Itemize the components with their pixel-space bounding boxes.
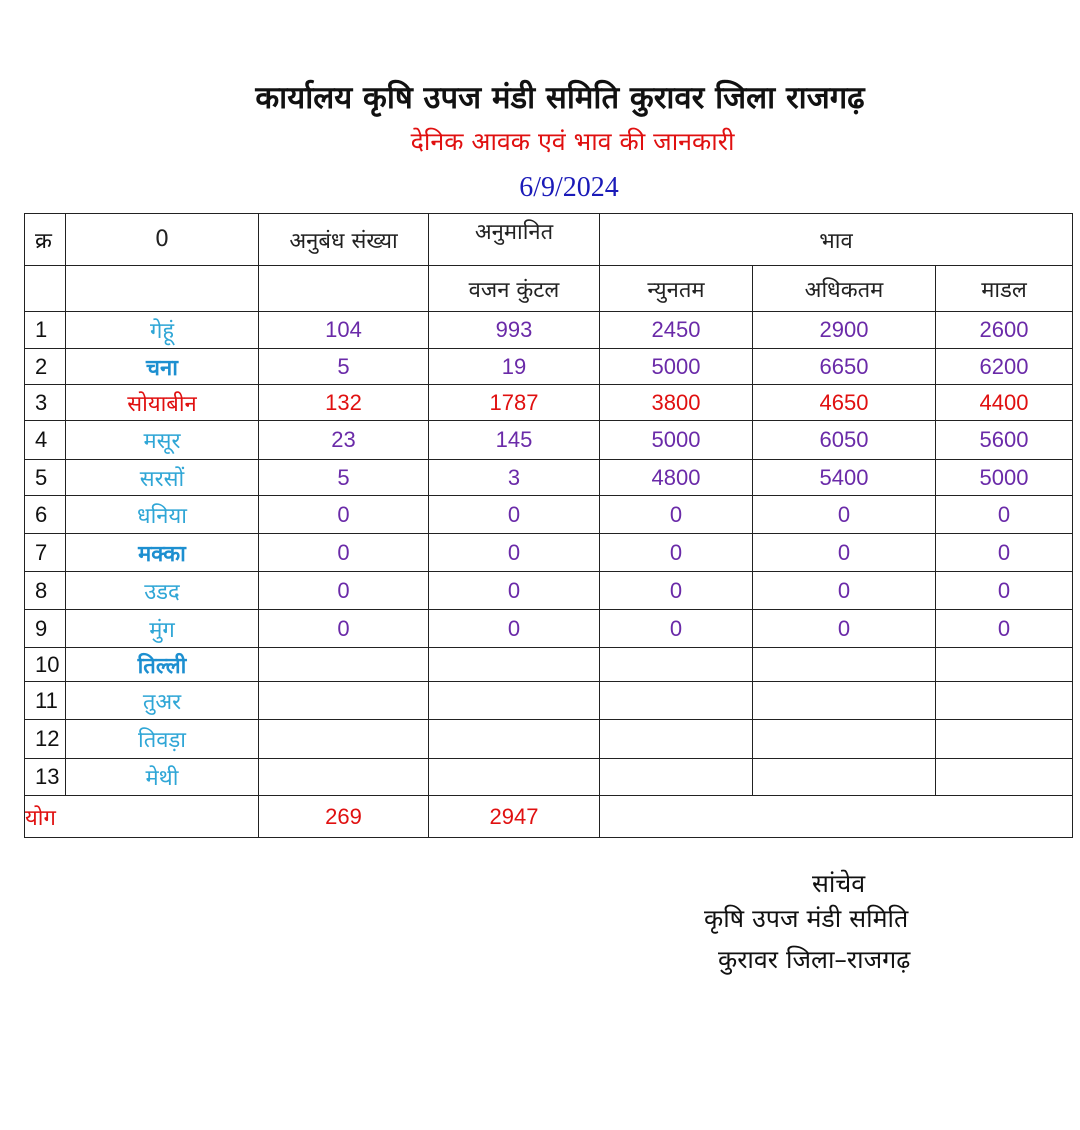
row-model bbox=[936, 648, 1073, 682]
row-weight: 993 bbox=[429, 312, 600, 349]
header-crop: 0 bbox=[66, 214, 259, 266]
row-serial: 2 bbox=[25, 349, 66, 385]
header-max: अधिकतम bbox=[753, 266, 936, 312]
table-row bbox=[25, 312, 1073, 349]
row-crop-name: चना bbox=[66, 349, 259, 385]
row-model bbox=[936, 720, 1073, 759]
row-weight: 19 bbox=[429, 349, 600, 385]
row-max: 0 bbox=[753, 572, 936, 610]
header-row-1 bbox=[25, 214, 1073, 266]
row-contracts bbox=[259, 759, 429, 796]
row-crop-name: तुअर bbox=[66, 682, 259, 720]
header-price: भाव bbox=[600, 214, 1073, 266]
row-min: 5000 bbox=[600, 421, 753, 460]
row-model bbox=[936, 682, 1073, 720]
row-model: 4400 bbox=[936, 385, 1073, 421]
row-contracts: 0 bbox=[259, 534, 429, 572]
row-weight: 145 bbox=[429, 421, 600, 460]
table-row bbox=[25, 720, 1073, 759]
table-row bbox=[25, 460, 1073, 496]
row-model: 0 bbox=[936, 496, 1073, 534]
row-serial: 11 bbox=[25, 682, 66, 720]
total-blank-cell bbox=[600, 796, 1073, 838]
row-max: 0 bbox=[753, 496, 936, 534]
row-weight: 0 bbox=[429, 572, 600, 610]
row-weight bbox=[429, 682, 600, 720]
row-min: 0 bbox=[600, 534, 753, 572]
row-max bbox=[753, 759, 936, 796]
row-crop-name: मेथी bbox=[66, 759, 259, 796]
row-contracts: 0 bbox=[259, 572, 429, 610]
table-row bbox=[25, 496, 1073, 534]
header-blank-cell bbox=[259, 266, 429, 312]
row-min bbox=[600, 759, 753, 796]
row-crop-name: मसूर bbox=[66, 421, 259, 460]
row-min: 0 bbox=[600, 610, 753, 648]
row-crop-name: गेहूं bbox=[66, 312, 259, 349]
row-contracts bbox=[259, 720, 429, 759]
table-row bbox=[25, 572, 1073, 610]
row-serial: 12 bbox=[25, 720, 66, 759]
table-row bbox=[25, 349, 1073, 385]
row-min: 4800 bbox=[600, 460, 753, 496]
row-contracts: 5 bbox=[259, 460, 429, 496]
total-contracts: 269 bbox=[259, 796, 429, 838]
header-estimated-bottom: वजन कुंटल bbox=[429, 266, 600, 312]
header-min: न्युनतम bbox=[600, 266, 753, 312]
row-weight bbox=[429, 720, 600, 759]
row-serial: 10 bbox=[25, 648, 66, 682]
row-contracts: 0 bbox=[259, 610, 429, 648]
row-max: 2900 bbox=[753, 312, 936, 349]
row-serial: 5 bbox=[25, 460, 66, 496]
row-serial: 1 bbox=[25, 312, 66, 349]
row-model: 6200 bbox=[936, 349, 1073, 385]
row-contracts: 132 bbox=[259, 385, 429, 421]
row-contracts: 23 bbox=[259, 421, 429, 460]
row-model bbox=[936, 759, 1073, 796]
row-serial: 6 bbox=[25, 496, 66, 534]
row-max bbox=[753, 648, 936, 682]
row-crop-name: तिवड़ा bbox=[66, 720, 259, 759]
page-subtitle: देनिक आवक एवं भाव की जानकारी bbox=[410, 127, 735, 156]
page-title: कार्यालय कृषि उपज मंडी समिति कुरावर जिला राजगढ़ bbox=[255, 80, 865, 116]
row-weight: 0 bbox=[429, 496, 600, 534]
header-contracts: अनुबंध संख्या bbox=[259, 214, 429, 266]
row-model: 0 bbox=[936, 534, 1073, 572]
row-max: 4650 bbox=[753, 385, 936, 421]
table-row bbox=[25, 534, 1073, 572]
header-estimated-top: अनुमानित bbox=[429, 214, 600, 266]
row-model: 2600 bbox=[936, 312, 1073, 349]
row-crop-name: मुंग bbox=[66, 610, 259, 648]
table-row bbox=[25, 682, 1073, 720]
row-serial: 7 bbox=[25, 534, 66, 572]
header-model: माडल bbox=[936, 266, 1073, 312]
table-row bbox=[25, 385, 1073, 421]
row-min: 0 bbox=[600, 572, 753, 610]
table-row bbox=[25, 610, 1073, 648]
row-max bbox=[753, 682, 936, 720]
row-min bbox=[600, 720, 753, 759]
row-max: 0 bbox=[753, 534, 936, 572]
row-min bbox=[600, 682, 753, 720]
arrival-price-table bbox=[24, 213, 1073, 838]
row-contracts: 0 bbox=[259, 496, 429, 534]
header-row-2 bbox=[25, 266, 1073, 312]
row-model: 0 bbox=[936, 610, 1073, 648]
signature-title: सांचेव bbox=[812, 869, 866, 898]
header-blank-cell bbox=[25, 266, 66, 312]
row-max: 6050 bbox=[753, 421, 936, 460]
total-weight: 2947 bbox=[429, 796, 600, 838]
row-crop-name: सरसों bbox=[66, 460, 259, 496]
table-row bbox=[25, 759, 1073, 796]
row-contracts bbox=[259, 648, 429, 682]
row-crop-name: धनिया bbox=[66, 496, 259, 534]
total-row bbox=[25, 796, 1073, 838]
header-blank-cell bbox=[66, 266, 259, 312]
total-label: योग bbox=[25, 796, 259, 838]
row-crop-name: तिल्ली bbox=[66, 648, 259, 682]
row-model: 5600 bbox=[936, 421, 1073, 460]
row-max: 5400 bbox=[753, 460, 936, 496]
signature-location: कुरावर जिला–राजगढ़ bbox=[718, 945, 911, 974]
row-max bbox=[753, 720, 936, 759]
row-contracts: 104 bbox=[259, 312, 429, 349]
row-min bbox=[600, 648, 753, 682]
row-serial: 13 bbox=[25, 759, 66, 796]
row-model: 5000 bbox=[936, 460, 1073, 496]
row-min: 3800 bbox=[600, 385, 753, 421]
header-serial: क्र bbox=[25, 214, 66, 266]
row-weight: 0 bbox=[429, 610, 600, 648]
row-weight bbox=[429, 759, 600, 796]
row-min: 5000 bbox=[600, 349, 753, 385]
row-serial: 9 bbox=[25, 610, 66, 648]
row-serial: 4 bbox=[25, 421, 66, 460]
report-date: 6/9/2024 bbox=[519, 172, 619, 203]
row-min: 2450 bbox=[600, 312, 753, 349]
row-crop-name: सोयाबीन bbox=[66, 385, 259, 421]
row-crop-name: मक्का bbox=[66, 534, 259, 572]
signature-committee: कृषि उपज मंडी समिति bbox=[704, 904, 909, 933]
row-max: 6650 bbox=[753, 349, 936, 385]
row-contracts bbox=[259, 682, 429, 720]
row-serial: 8 bbox=[25, 572, 66, 610]
row-weight: 0 bbox=[429, 534, 600, 572]
row-weight: 1787 bbox=[429, 385, 600, 421]
row-min: 0 bbox=[600, 496, 753, 534]
table-row bbox=[25, 421, 1073, 460]
row-model: 0 bbox=[936, 572, 1073, 610]
row-contracts: 5 bbox=[259, 349, 429, 385]
row-crop-name: उडद bbox=[66, 572, 259, 610]
row-max: 0 bbox=[753, 610, 936, 648]
table-row bbox=[25, 648, 1073, 682]
row-weight: 3 bbox=[429, 460, 600, 496]
row-weight bbox=[429, 648, 600, 682]
row-serial: 3 bbox=[25, 385, 66, 421]
